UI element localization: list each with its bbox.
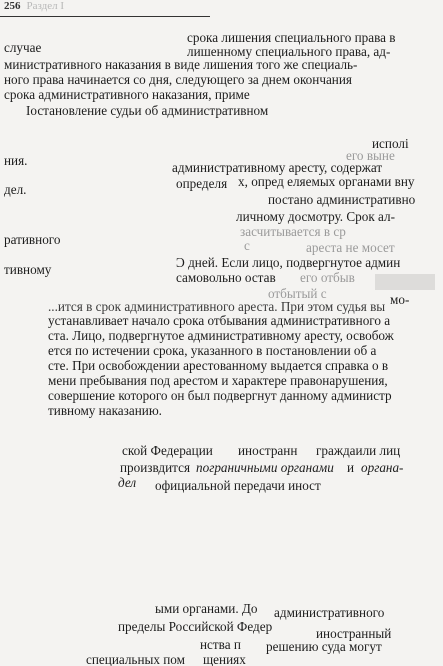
text-fragment: ареста не мосет <box>306 240 395 255</box>
text-fragment: х, опред еляемых органами вну <box>238 174 415 189</box>
text-fragment: срока административного наказания, приме <box>4 87 250 102</box>
text-fragment: граждаили лиц <box>316 443 401 458</box>
text-fragment: решению суда могут <box>266 639 382 654</box>
text-fragment: его выне <box>346 148 395 163</box>
text-fragment: срока лишения специального права в <box>187 30 396 45</box>
text-fragment: Iостановление судьи об административном <box>26 103 269 118</box>
text-fragment: органа- <box>361 460 404 475</box>
text-fragment: его отбыв <box>300 270 355 285</box>
text-fragment: административному аресту, содержат <box>172 160 383 175</box>
header-rule <box>0 16 210 17</box>
text-fragment: тивному наказанию. <box>48 403 162 418</box>
text-fragment: нства п <box>200 637 241 652</box>
text-fragment: и <box>347 460 355 475</box>
text-fragment: дел <box>118 475 137 490</box>
text-fragment: иностранн <box>238 443 298 458</box>
running-title: Раздел I <box>26 0 65 12</box>
text-fragment: самовольно остав <box>176 270 276 285</box>
text-fragment: министративного наказания в виде лишения того же специаль- <box>4 57 358 72</box>
text-fragment: административного <box>274 605 385 620</box>
text-fragment: сте. При освобождении арестованному выдается справка о в <box>48 358 389 373</box>
text-fragment: Ͻ дней. Если лицо, подвергнутое админ <box>176 255 401 270</box>
text-fragment: личному досмотру. Срок ал- <box>236 209 395 224</box>
page-number: 256 <box>4 0 21 12</box>
text-fragment: пограничными органами <box>196 460 334 475</box>
text-fragment: с <box>244 238 250 253</box>
text-fragment: постано административно <box>268 192 416 207</box>
text-fragment: случае <box>4 40 42 55</box>
text-fragment: ...ится в срок административного ареста. При этом судья вы <box>48 299 386 314</box>
text-fragment: пределы Российской Федер <box>118 619 273 634</box>
text-fragment: ыми органами. До <box>155 601 258 616</box>
text-fragment: исполі <box>372 136 409 151</box>
text-fragment: тивному <box>4 262 52 277</box>
text-fragment: устанавливает начало срока отбывания административного а <box>48 313 391 328</box>
text-fragment: официальной передачи иност <box>155 478 321 493</box>
text-fragment: ской Федерации <box>122 443 213 458</box>
text-fragment: ется по истечении срока, указанного в постановлении об а <box>48 343 377 358</box>
text-fragment: ния. <box>4 153 28 168</box>
text-fragment: иностранный <box>316 626 392 641</box>
text-fragment: отбытый с <box>268 286 327 301</box>
text-fragment: ного права начинается со дня, следующего за днем окончания <box>4 72 352 87</box>
text-fragment: специальных пом <box>86 652 185 666</box>
text-fragment: мени пребывания под арестом и характере правонарушения, <box>48 373 388 388</box>
text-fragment: засчитывается в ср <box>240 224 346 239</box>
text-fragment: ста. Лицо, подвергнутое административному аресту, освобож <box>48 328 394 343</box>
text-fragment: совершение которого он был подвергнут данному администр <box>48 388 392 403</box>
scan-smear <box>375 274 435 290</box>
text-fragment: дел. <box>4 182 27 197</box>
text-fragment: мо- <box>390 292 410 307</box>
text-fragment: ративного <box>4 232 61 247</box>
text-fragment: лишенному специального права, ад- <box>187 44 391 59</box>
text-fragment: щениях <box>203 652 246 666</box>
text-fragment: определя <box>176 176 228 191</box>
text-fragment: произвдится <box>120 460 191 475</box>
